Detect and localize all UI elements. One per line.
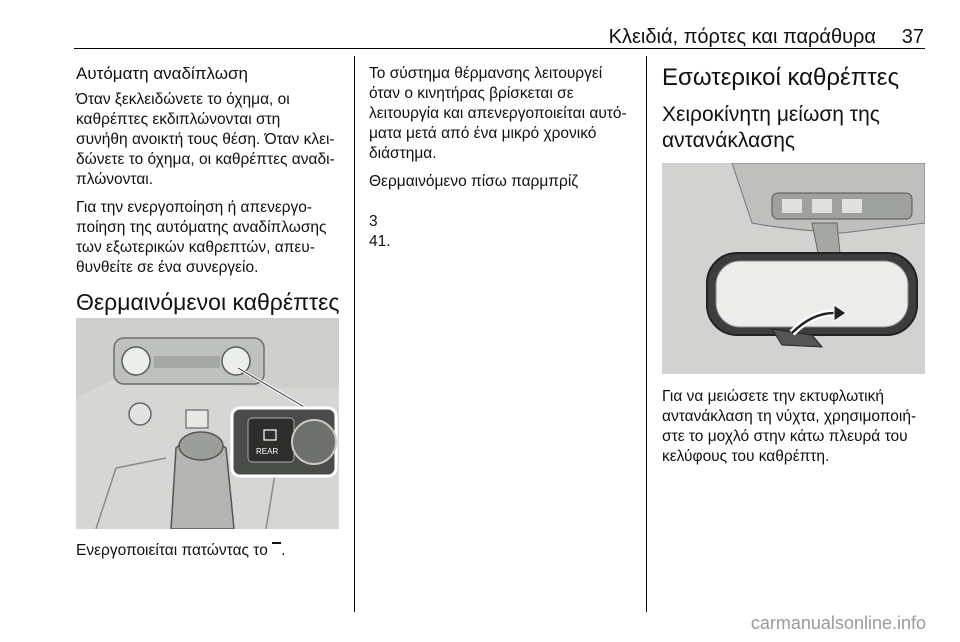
rear-button-label: REAR: [256, 447, 279, 456]
column-3: [662, 64, 926, 154]
column-divider-1: [354, 56, 355, 612]
page-header: [0, 0, 960, 48]
paragraph-dimming-lever: Για να μειώσετε την εκτυφλωτική αντανάκλαση τη νύχτα, χρησιμοποιή- στε το μοχλό στην κάτω πλευρά του κελύφους του καθρέπτη.: [662, 388, 917, 465]
column-3-body: [662, 387, 932, 475]
caption-container: [76, 541, 342, 569]
mirror-illustration: [662, 163, 925, 374]
paragraph-heating-operation: Το σύστημα θέρμανσης λειτουργεί όταν ο κινητήρας βρίσκεται σε λειτουργία και απενεργοποιείται αυτό- ματα μετά από ένα μικρό χρονικό διάστημα.: [369, 65, 627, 162]
heading-auto-fold: Αυτόματη αναδίπλωση: [76, 64, 248, 83]
heading-manual-dimming: Χειροκίνητη μείωση της αντανάκλασης: [662, 103, 880, 152]
rear-defrost-icon: [272, 542, 281, 556]
interior-mirror-figure: [662, 163, 925, 374]
reference-page: 41.: [369, 233, 391, 250]
column-divider-2: [646, 56, 647, 612]
column-2: [369, 64, 637, 260]
heading-heated-mirrors: Θερμαινόμενοι καθρέπτες: [76, 289, 340, 315]
column-1: [76, 64, 342, 316]
paragraph-auto-fold-service: Για την ενεργοποίηση ή απενεργο- ποίηση της αυτόματης αναδίπλωσης των εξωτερικών καθρεπτών, απευ- θυνθείτε σε ένα συνεργείο.: [76, 199, 327, 276]
reference-arrow-icon: 3: [369, 213, 378, 230]
header-rule: [74, 48, 925, 49]
page-reference: [369, 192, 637, 252]
paragraph-heated-rear-window: Θερμαινόμενο πίσω παρμπρίζ: [369, 173, 579, 190]
caption-text: Ενεργοποιείται πατώντας το: [76, 542, 268, 559]
heated-mirror-button-figure: [76, 318, 339, 529]
heading-interior-mirrors: Εσωτερικοί καθρέπτες: [662, 64, 900, 91]
chapter-title: Κλειδιά, πόρτες και παράθυρα: [608, 26, 876, 48]
paragraph-auto-fold: Όταν ξεκλειδώνετε το όχημα, οι καθρέπτες εκδιπλώνονται στη συνήθη ανοικτή τους θέση. Όταν κλει- δώνετε το όχημα, οι καθρέπτες αναδι- πλώνονται.: [76, 91, 335, 188]
console-illustration: [76, 318, 339, 529]
page-number: 37: [901, 26, 924, 48]
caption-heated-mirrors: Ενεργοποιείται πατώντας το .: [76, 542, 286, 559]
watermark-text: carmanualsonline.info: [750, 613, 926, 633]
